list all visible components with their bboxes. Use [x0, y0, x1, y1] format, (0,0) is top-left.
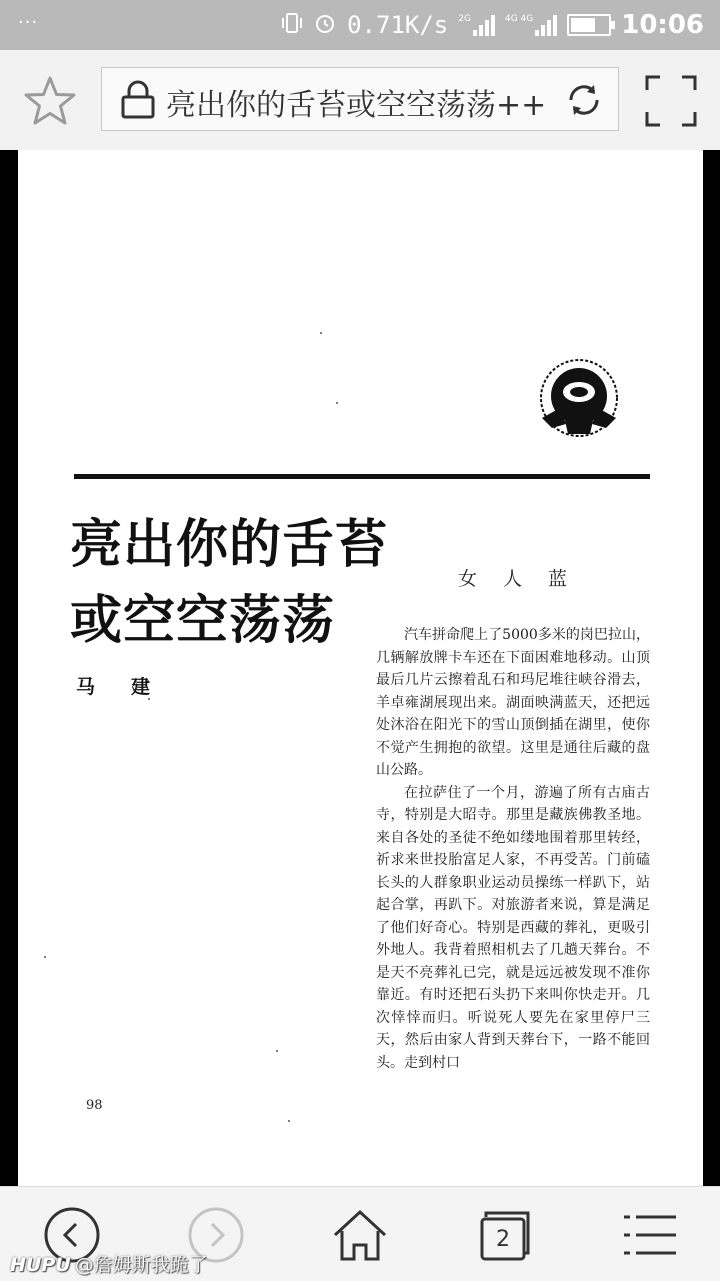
page-number: 98	[86, 1098, 103, 1113]
battery-icon	[567, 14, 611, 36]
address-bar	[0, 50, 720, 150]
article-body	[376, 624, 650, 1074]
home-icon	[330, 1205, 390, 1265]
document-viewer[interactable]	[0, 150, 720, 1186]
menu-icon	[620, 1205, 680, 1265]
notification-dots: ···	[18, 12, 39, 33]
paragraph: 汽车拼命爬上了5000多米的岗巴拉山，几辆解放牌卡车还在下面困难地移动。山顶最后几片云擦着乱石和玛尼堆往峡谷滑去，羊卓雍湖展现出来。湖面映满蓝天，还把远处沐浴在阳光下的雪山顶倒插在湖里，使你不觉产生拥抱的欲望。这里是通往后藏的盘山公路。	[376, 627, 650, 778]
title-divider	[74, 474, 650, 479]
watermark-user: @詹姆斯我跪了	[74, 1254, 208, 1276]
signal-icon-4g	[505, 14, 557, 36]
alarm-icon	[313, 11, 337, 39]
reload-icon[interactable]	[564, 80, 604, 120]
clock: 10:06	[621, 10, 704, 40]
section-title: 女人蓝	[458, 568, 594, 590]
fullscreen-icon[interactable]	[644, 74, 698, 128]
vibrate-icon	[281, 11, 303, 39]
decorative-emblem-icon	[534, 356, 624, 448]
watermark	[10, 1250, 208, 1277]
scanned-page	[18, 150, 703, 1186]
tabs-button[interactable]	[476, 1205, 536, 1265]
lock-icon	[120, 80, 156, 120]
bookmark-star-icon[interactable]	[22, 74, 78, 130]
home-button[interactable]	[330, 1205, 390, 1265]
tab-count: 2	[496, 1226, 510, 1252]
signal-4g-label: 4G 4G	[504, 14, 534, 24]
article-title-line2: 或空空荡荡	[70, 591, 336, 651]
network-speed: 0.71K/s	[347, 11, 449, 39]
watermark-brand: HUPU	[10, 1254, 71, 1276]
article-author: 马建	[76, 676, 187, 698]
signal-2g-label: 2G	[458, 14, 471, 24]
url-field[interactable]	[101, 67, 619, 131]
signal-icon-2g	[458, 14, 495, 36]
article-title-line1: 亮出你的舌苔	[70, 515, 389, 575]
menu-button[interactable]	[620, 1205, 680, 1265]
status-bar	[0, 0, 720, 50]
url-title: 亮出你的舌苔或空空荡荡++	[166, 88, 547, 123]
paragraph: 在拉萨住了一个月，游遍了所有古庙古寺，特别是大昭寺。那里是藏族佛教圣地。来自各处的圣徒不绝如缕地围着那里转经，祈求来世投胎富足人家，不再受苦。门前磕长头的人群象职业运动员操练一样趴下，站起合掌，再趴下。对旅游者来说，算是满足了他们好奇心。特别是西藏的葬礼，更吸引外地人。我背着照相机去了几趟天葬台。不是天不亮葬礼已完，就是远远被发现不准你靠近。有时还把石头扔下来叫你快走开。几次悻悻而归。听说死人要先在家里停尸三天，然后由家人背到天葬台下，一路不能回头。走到村口	[376, 784, 650, 1071]
